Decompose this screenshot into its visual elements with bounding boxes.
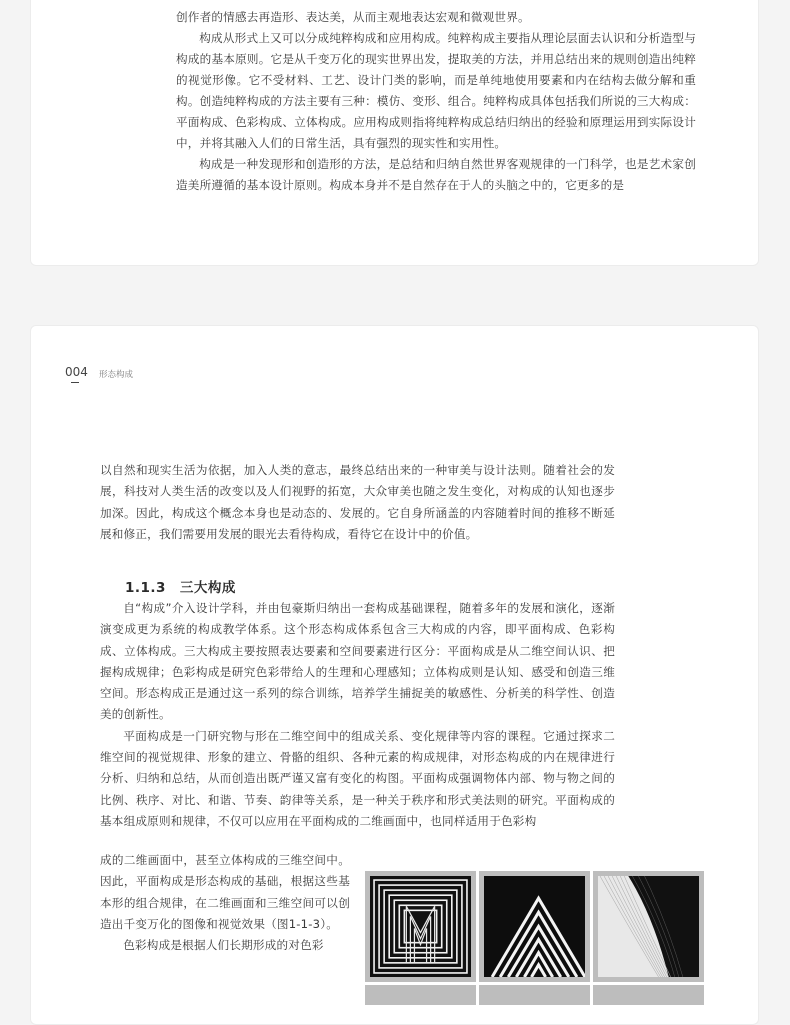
page-card	[30, 325, 759, 1025]
figure-image-row2	[593, 985, 704, 1005]
paragraph: 构成从形式上又可以分成纯粹构成和应用构成。纯粹构成主要指从理论层面去认识和分析造型与构成的基本原则。它是从千变万化的现实世界出发，提取美的方法，并用总结出来的规则创造出纯粹的视觉形像。它不受材料、工艺、设计门类的影响，而是单纯地使用要素和内在结构去做分解和重构。创造纯粹构成的方法主要有三种：模仿、变形、组合。纯粹构成具体包括我们所说的三大构成：平面构成、色彩构成、立体构成。应用构成则指将纯粹构成总结归纳出的经验和原理运用到实际设计中，并将其融入人们的日常生活，具有强烈的现实性和实用性。	[176, 31, 696, 150]
paragraph: 色彩构成是根据人们长期形成的对色彩	[123, 938, 324, 953]
curved-line-bands-image	[598, 876, 699, 977]
paragraph: 平面构成是一门研究物与形在二维空间中的组成关系、变化规律等内容的课程。它通过探求二维空间的视觉规律、形象的建立、骨骼的组织、各种元素的构成规律，对形态构成的内在规律进行分析、归纳和总结，从而创造出既严谨又富有变化的构图。平面构成强调物体内部、物与物之间的比例、秩序、对比、和谐、节奏、韵律等关系，是一种关于秩序和形式美法则的研究。平面构成的基本组成原则和规律，不仅可以应用在平面构成的二维画面中，也同样适用于色彩构	[100, 728, 615, 828]
running-title: 形态构成	[99, 370, 134, 380]
paragraph: 构成是一种发现形和创造形的方法，是总结和归纳自然世界客观规律的一门科学，也是艺术家创造美所遵循的基本设计原则。构成本身并不是自然存在于人的头脑之中的，它更多的是	[176, 157, 696, 192]
section-body	[100, 598, 615, 832]
nested-chevrons-image	[484, 876, 585, 977]
paragraph: 成的二维画面中，甚至立体构成的三维空间中。因此，平面构成是形态构成的基础，根据这些基本形的组合规律，在二维画面和三维空间可以创造出千变万化的图像和视觉效果（图1-1-3）。	[100, 853, 350, 931]
figure-image-row2	[479, 985, 590, 1005]
section-heading: 1.1.3 三大构成	[125, 580, 236, 596]
prev-page-body	[176, 7, 696, 196]
paragraph: 自“构成”介入设计学科，并由包豪斯归纳出一套构成基础课程，随着多年的发展和演化，逐渐演变成更为系统的构成教学体系。这个形态构成体系包含三大构成的内容，即平面构成、色彩构成、立体构成。三大构成主要按照表达要素和空间要素进行区分：平面构成是从二维空间认识、把握构成规律；色彩构成是研究色彩带给人的生理和心理感知；立体构成则是认知、感受和创造三维空间。形态构成正是通过这一系列的综合训练，培养学生捕捉美的敏感性、分析美的科学性、创造美的创新性。	[100, 601, 615, 722]
paragraph: 创作者的情感去再造形、表达美，从而主观地表达宏观和微观世界。	[176, 10, 530, 24]
continuation-text	[100, 460, 615, 545]
prev-page-card	[30, 0, 759, 266]
wrapped-text	[100, 850, 350, 956]
figure-image	[365, 871, 476, 982]
figure-image	[479, 871, 590, 982]
paragraph: 以自然和现实生活为依据，加入人类的意志，最终总结出来的一种审美与设计法则。随着社会的发展，科技对人类生活的改变以及人们视野的拓宽，大众审美也随之发生变化，对构成的认知也逐步加深。因此，构成这个概念本身也是动态的、发展的。它自身所涵盖的内容随着时间的推移不断延展和修正，我们需要用发展的眼光去看待构成，看待它在设计中的价值。	[100, 463, 615, 541]
concentric-squares-image	[370, 876, 471, 977]
figure-image	[593, 871, 704, 982]
figure-image-row2	[365, 985, 476, 1005]
figure-1-1-3	[365, 871, 705, 1001]
page-number: 004	[65, 365, 88, 379]
